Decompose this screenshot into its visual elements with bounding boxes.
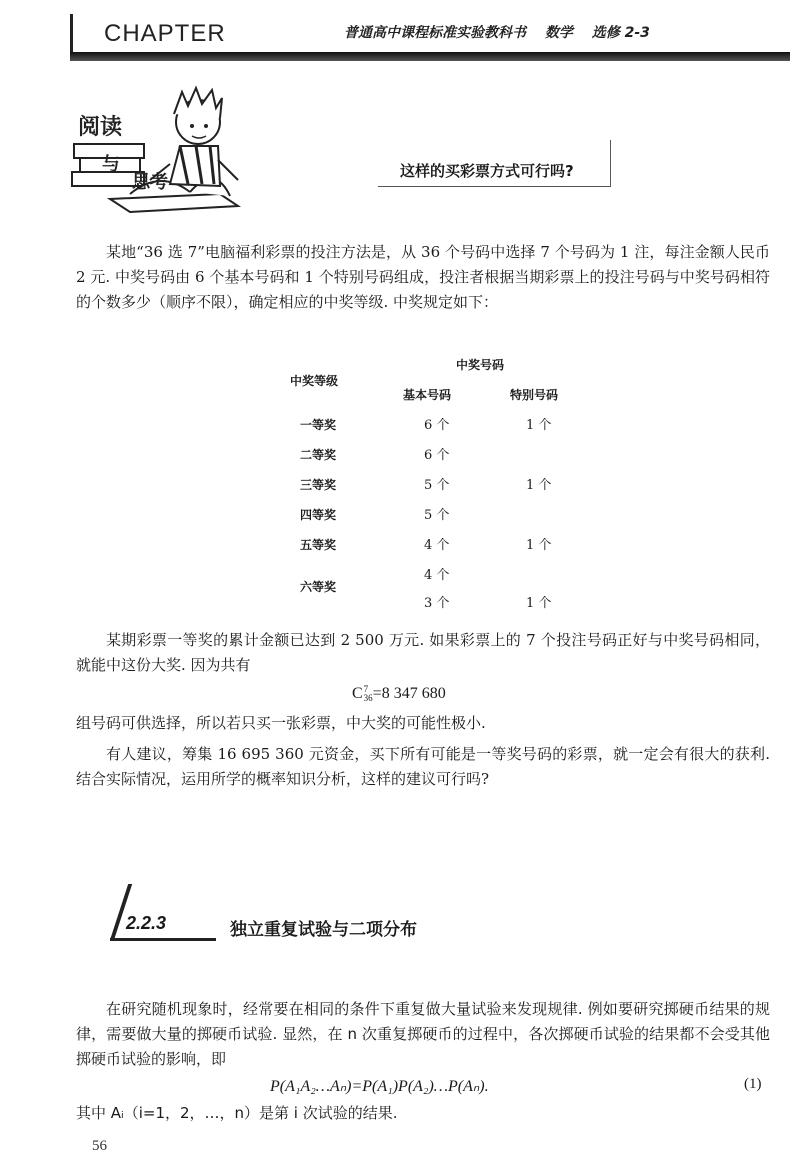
- reading-title: 这样的买彩票方式可行吗?: [400, 162, 574, 180]
- row-basic: 3 个: [424, 596, 450, 611]
- combination-formula: [352, 685, 446, 703]
- book-series: 普通高中课程标准实验教科书: [344, 25, 526, 41]
- row-grade: 六等奖: [300, 580, 337, 594]
- row-basic: 4 个: [424, 568, 450, 583]
- combo-value: =8 347 680: [372, 685, 446, 702]
- row-special: 1 个: [526, 478, 552, 493]
- row-basic: 6 个: [424, 418, 450, 433]
- col-special-header: 特别号码: [510, 388, 559, 402]
- experiment-paragraph: 在研究随机现象时，经常要在相同的条件下重复做大量试验来发现规律. 例如要研究掷硬币结果的规律，需要做大量的掷硬币试验. 显然，在 n 次重复掷硬币的过程中，各次掷硬币试验的结果都不会受其他掷硬币试验的影响，即: [76, 1000, 770, 1068]
- badge-think: 思考: [132, 172, 168, 193]
- row-special: 1 个: [526, 538, 552, 553]
- row-grade: 三等奖: [300, 478, 337, 492]
- chapter-label: CHAPTER: [104, 20, 226, 47]
- section-title: 独立重复试验与二项分布: [230, 920, 417, 940]
- book-volume: 选修 2-3: [591, 25, 650, 41]
- row-grade: 四等奖: [300, 508, 337, 522]
- row-grade: 一等奖: [300, 418, 337, 432]
- row-basic: 5 个: [424, 508, 450, 523]
- reading-boy-illustration: [70, 84, 270, 214]
- row-special: 1 个: [526, 596, 552, 611]
- section-underline: [110, 938, 216, 941]
- badge-read: 阅读: [78, 115, 123, 140]
- combo-symbol: C: [352, 685, 363, 702]
- combo-sub: 36: [363, 693, 373, 704]
- probability-paragraph: 组号码可供选择，所以若只买一张彩票，中大奖的可能性极小.: [76, 714, 486, 732]
- combo-sup: 7: [363, 684, 369, 695]
- suggestion-paragraph: 有人建议，筹集 16 695 360 元资金，买下所有可能是一等奖号码的彩票，就一定会有很大的获利. 结合实际情况，运用所学的概率知识分析，这样的建议可行吗?: [76, 745, 770, 788]
- row-grade: 五等奖: [300, 538, 337, 552]
- row-basic: 5 个: [424, 478, 450, 493]
- equation-number: (1): [744, 1076, 762, 1092]
- jackpot-paragraph: 某期彩票一等奖的累计金额已达到 2 500 万元. 如果彩票上的 7 个投注号码正好与中奖号码相同，就能中这份大奖. 因为共有: [76, 631, 770, 674]
- independence-equation: P(A₁A₂…Aₙ)=P(A₁)P(A₂)…P(Aₙ).: [270, 1078, 489, 1095]
- book-title: [344, 22, 664, 42]
- row-basic: 6 个: [424, 448, 450, 463]
- col-group-header: 中奖号码: [456, 358, 505, 372]
- intro-paragraph: 某地“36 选 7”电脑福利彩票的投注方法是，从 36 个号码中选择 7 个号码为 1 注，每注金额人民币 2 元. 中奖号码由 6 个基本号码和 1 个特别号码组成，投注者根据当期彩票上的投注号码与中奖号码相符的个数多少（顺序不限），确定相应的中奖等级. 中奖规定如下：: [76, 243, 770, 311]
- header-rule: [70, 52, 790, 61]
- col-basic-header: 基本号码: [403, 388, 452, 402]
- section-number: 2.2.3: [126, 913, 167, 933]
- page-number: 56: [92, 1138, 107, 1154]
- row-grade: 二等奖: [300, 448, 337, 462]
- col-prize-header: 中奖等级: [290, 374, 339, 388]
- result-definition: 其中 Aᵢ（i=1，2，…，n）是第 i 次试验的结果.: [76, 1104, 398, 1122]
- row-special: 1 个: [526, 418, 552, 433]
- row-basic: 4 个: [424, 538, 450, 553]
- badge-and: 与: [102, 154, 120, 175]
- book-subject: 数学: [544, 25, 573, 41]
